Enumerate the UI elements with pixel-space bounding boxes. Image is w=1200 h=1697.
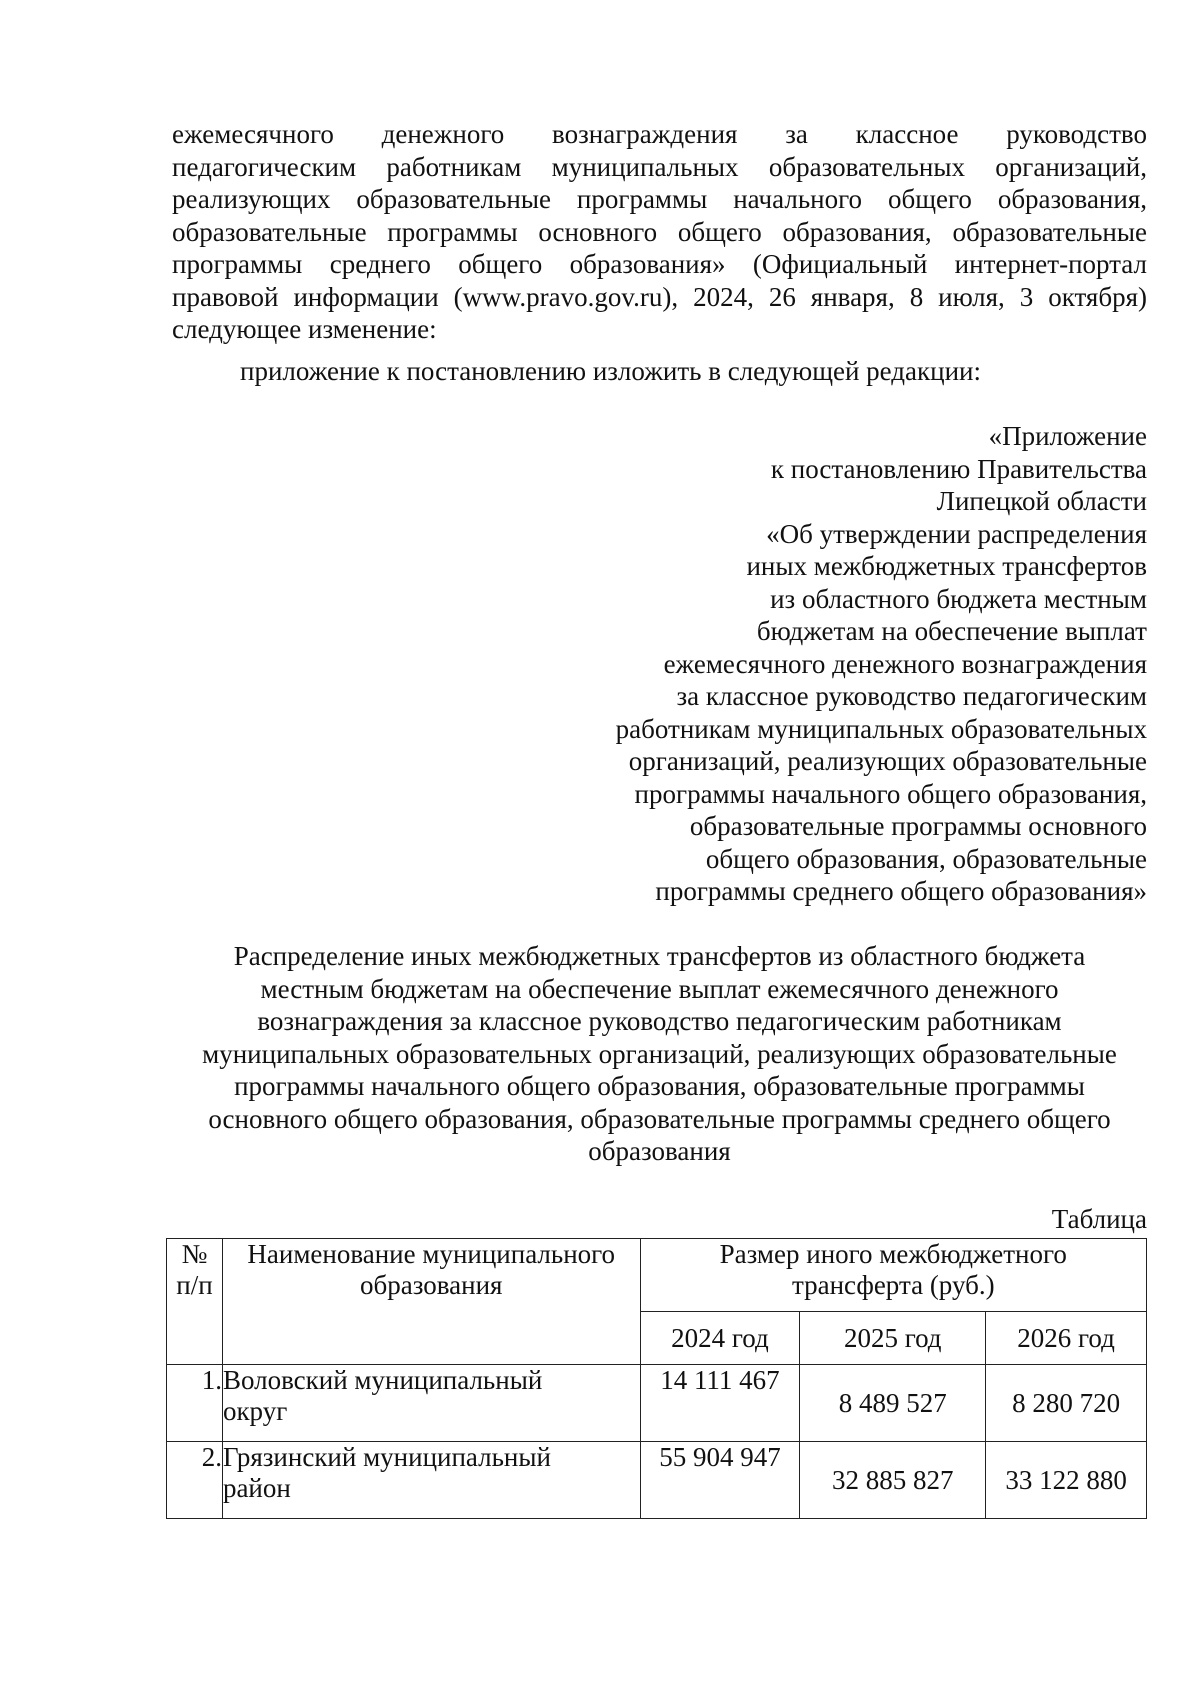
header-municipality-line: образования xyxy=(360,1270,503,1300)
appendix-note-line: организаций, реализующих образовательные xyxy=(628,746,1147,776)
appendix-note-line: программы начального общего образования, xyxy=(634,778,1147,809)
title-line: местным бюджетам на обеспечение выплат ежемесячного денежного xyxy=(260,973,1059,1004)
table-row xyxy=(167,1365,1147,1442)
appendix-note-line: программы среднего общего образования» xyxy=(655,876,1147,906)
appendix-note-line: образовательные программы основного xyxy=(689,811,1147,841)
header-number xyxy=(167,1239,223,1365)
row-municipality-line: Грязинский муниципальный xyxy=(222,1442,551,1472)
row-value-2025: 32 885 827 xyxy=(800,1442,986,1519)
document-title xyxy=(172,940,1147,1168)
appendix-note-line: Липецкой области xyxy=(936,486,1147,516)
row-value-2025: 8 489 527 xyxy=(800,1365,986,1442)
row-value-2026: 33 122 880 xyxy=(986,1442,1147,1519)
title-line: основного общего образования, образовательные программы среднего общего xyxy=(208,1103,1111,1134)
intro-line: следующее изменение: xyxy=(172,314,437,344)
appendix-note-line: иных межбюджетных трансфертов xyxy=(746,551,1147,581)
header-number-line: п/п xyxy=(176,1270,213,1300)
appendix-note-line: общего образования, образовательные xyxy=(705,843,1147,874)
appendix-note-line: за классное руководство педагогическим xyxy=(676,681,1147,711)
header-year: 2024 год xyxy=(640,1312,800,1365)
row-municipality-line: Воловский муниципальный xyxy=(222,1365,543,1395)
header-year: 2026 год xyxy=(986,1312,1147,1365)
row-number: 2. xyxy=(167,1442,223,1519)
title-line: муниципальных образовательных организаций, реализующих образовательные xyxy=(202,1038,1117,1069)
row-number: 1. xyxy=(167,1365,223,1442)
intro-line: ежемесячного денежного вознаграждения за классное руководство xyxy=(172,119,1147,149)
header-municipality xyxy=(222,1239,640,1365)
appendix-note-line: к постановлению Правительства xyxy=(770,453,1147,484)
appendix-note-line: бюджетам на обеспечение выплат xyxy=(756,616,1147,646)
title-line: образования xyxy=(588,1136,731,1166)
title-line: программы начального общего образования, образовательные программы xyxy=(234,1071,1085,1101)
appendix-note-line: «Приложение xyxy=(988,421,1147,451)
header-year: 2025 год xyxy=(800,1312,986,1365)
header-transfer-size-line: трансферта (руб.) xyxy=(791,1270,995,1300)
intro-line: образовательные программы основного общего образования, образовательные xyxy=(172,216,1147,247)
row-municipality-line: район xyxy=(222,1473,291,1503)
appendix-note xyxy=(447,420,1147,908)
intro-paragraph xyxy=(172,118,1147,346)
appendix-note-line: работникам муниципальных образовательных xyxy=(615,713,1147,744)
appendix-note-line: из областного бюджета местным xyxy=(770,583,1147,614)
instruction-text: приложение к постановлению изложить в следующей редакции: xyxy=(240,356,981,386)
transfers-table xyxy=(166,1238,1147,1519)
row-value-2024: 14 111 467 xyxy=(640,1365,800,1442)
header-transfer-size xyxy=(640,1239,1146,1312)
row-municipality xyxy=(222,1442,640,1519)
title-line: Распределение иных межбюджетных трансфертов из областного бюджета xyxy=(233,941,1086,971)
table-label: Таблица xyxy=(1051,1204,1147,1234)
intro-line: программы среднего общего образования» (Официальный интернет-портал xyxy=(172,249,1147,279)
appendix-note-line: «Об утверждении распределения xyxy=(766,518,1147,549)
header-number-line: № xyxy=(181,1239,208,1269)
intro-line: реализующих образовательные программы начального общего образования, xyxy=(172,184,1147,214)
intro-line: правовой информации (www.pravo.gov.ru), 2024, 26 января, 8 июля, 3 октября) xyxy=(172,281,1147,312)
appendix-note-line: ежемесячного денежного вознаграждения xyxy=(663,648,1147,679)
header-municipality-line: Наименование муниципального xyxy=(247,1239,616,1269)
table-header-row xyxy=(167,1239,1147,1312)
intro-line: педагогическим работникам муниципальных образовательных организаций, xyxy=(172,151,1147,182)
row-municipality xyxy=(222,1365,640,1442)
header-transfer-size-line: Размер иного межбюджетного xyxy=(719,1239,1067,1269)
title-line: вознаграждения за классное руководство педагогическим работникам xyxy=(257,1006,1062,1036)
row-value-2024: 55 904 947 xyxy=(640,1442,800,1519)
row-value-2026: 8 280 720 xyxy=(986,1365,1147,1442)
row-municipality-line: округ xyxy=(222,1396,288,1426)
table-row xyxy=(167,1442,1147,1519)
